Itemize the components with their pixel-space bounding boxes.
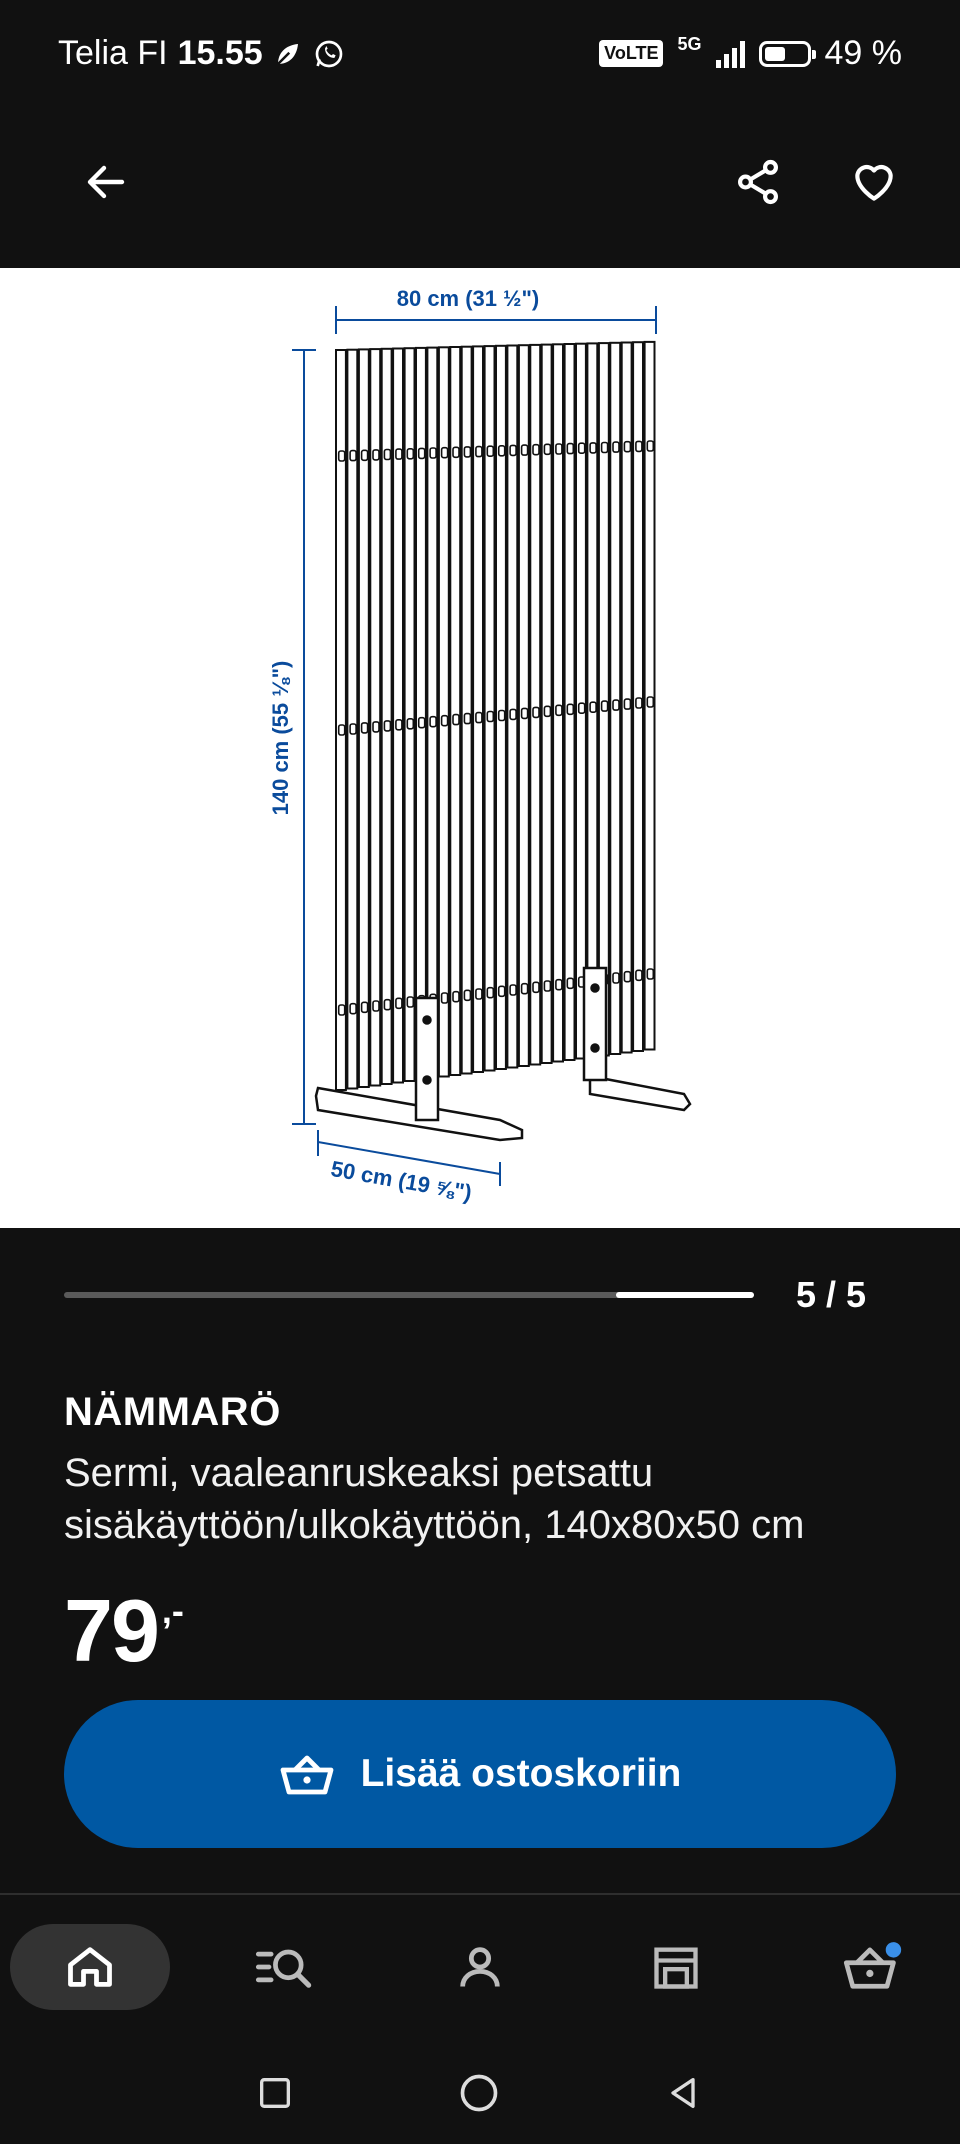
rail-peg	[442, 448, 448, 458]
rail-peg	[556, 705, 562, 715]
add-to-cart-label: Lisää ostoskoriin	[360, 1752, 682, 1795]
rail-peg	[613, 442, 619, 452]
status-bar	[0, 0, 960, 110]
rail-peg	[464, 447, 470, 457]
width-label: 80 cm (31 ½")	[396, 286, 540, 311]
home-button[interactable]	[454, 2068, 504, 2118]
rail-peg	[556, 444, 562, 454]
product-image[interactable]	[0, 268, 960, 1228]
gallery-progress	[64, 1292, 754, 1298]
home-icon	[64, 1941, 116, 1993]
cart-icon	[842, 1941, 902, 1993]
recents-button[interactable]	[250, 2068, 300, 2118]
rail-peg	[430, 448, 436, 458]
gallery-progress-fill	[616, 1292, 754, 1298]
rail-peg	[499, 446, 505, 456]
rail-peg	[350, 1004, 356, 1014]
nav-cart[interactable]	[792, 1924, 952, 2010]
profile-icon	[454, 1941, 506, 1993]
rail-peg	[624, 972, 630, 982]
rail-peg	[579, 443, 585, 453]
rail-peg	[602, 443, 608, 453]
rail-peg	[384, 450, 390, 460]
search-list-icon	[254, 1941, 314, 1993]
signal-icon	[716, 40, 745, 68]
rail-peg	[544, 444, 550, 454]
rail-peg	[339, 1005, 345, 1015]
whatsapp-icon	[313, 38, 345, 70]
network-label: 5G	[677, 34, 702, 54]
square-icon	[255, 2073, 295, 2113]
rail-peg	[510, 985, 516, 995]
volte-badge: VoLTE	[599, 40, 663, 67]
rail-peg	[373, 1001, 379, 1011]
nav-search[interactable]	[204, 1924, 364, 2010]
status-right	[599, 34, 902, 73]
favorite-button[interactable]	[834, 142, 914, 222]
rail-peg	[544, 706, 550, 716]
rail-peg	[453, 715, 459, 725]
rail-peg	[647, 969, 653, 979]
rail-peg	[442, 716, 448, 726]
rail-peg	[384, 721, 390, 731]
rail-peg	[567, 704, 573, 714]
rail-peg	[636, 441, 642, 451]
nav-profile[interactable]	[400, 1924, 560, 2010]
rail-peg	[407, 449, 413, 459]
back-button[interactable]	[66, 142, 146, 222]
rail-peg	[624, 442, 630, 452]
bottom-nav	[0, 1920, 960, 2020]
rail-peg	[613, 700, 619, 710]
rail-peg	[362, 723, 368, 733]
product-name: NÄMMARÖ	[64, 1390, 281, 1434]
rail-peg	[419, 448, 425, 458]
rail-peg	[590, 443, 596, 453]
rail-peg	[647, 697, 653, 707]
battery-percent: 49 %	[824, 34, 902, 72]
rail-peg	[419, 718, 425, 728]
rail-peg	[464, 990, 470, 1000]
rail-peg	[636, 970, 642, 980]
battery-icon	[759, 41, 811, 67]
rail-peg	[373, 450, 379, 460]
circle-icon	[457, 2071, 501, 2115]
rail-peg	[373, 722, 379, 732]
product-info	[64, 1390, 924, 1551]
rail-peg	[579, 703, 585, 713]
rail-peg	[396, 720, 402, 730]
rail-peg	[522, 708, 528, 718]
rail-peg	[476, 713, 482, 723]
gallery-counter: 5 / 5	[796, 1274, 867, 1315]
system-nav	[0, 2050, 960, 2130]
rail-peg	[522, 445, 528, 455]
top-bar	[0, 120, 960, 250]
rail-peg	[544, 981, 550, 991]
rail-peg	[339, 725, 345, 735]
rail-peg	[613, 973, 619, 983]
share-icon	[733, 157, 783, 207]
rail-peg	[647, 441, 653, 451]
screen-drawing	[0, 268, 960, 1228]
rail-peg	[533, 982, 539, 992]
rail-peg	[362, 1002, 368, 1012]
rail-peg	[556, 980, 562, 990]
nav-stores[interactable]	[596, 1924, 756, 2010]
leaf-icon	[273, 39, 303, 69]
product-price	[64, 1580, 184, 1682]
triangle-back-icon	[663, 2073, 703, 2113]
rail-peg	[464, 714, 470, 724]
rail-peg	[384, 1000, 390, 1010]
share-button[interactable]	[718, 142, 798, 222]
arrow-left-icon	[82, 158, 130, 206]
rail-peg	[396, 998, 402, 1008]
rail-peg	[510, 445, 516, 455]
rail-peg	[636, 698, 642, 708]
rail-peg	[442, 993, 448, 1003]
price-suffix: ,-	[161, 1590, 184, 1631]
clock: 15.55	[177, 34, 263, 72]
rail-peg	[407, 997, 413, 1007]
rail-peg	[396, 449, 402, 459]
rail-peg	[567, 978, 573, 988]
rail-peg	[453, 447, 459, 457]
rail-peg	[499, 711, 505, 721]
rail-peg	[476, 447, 482, 457]
rail-peg	[350, 451, 356, 461]
rail-peg	[533, 707, 539, 717]
cart-badge	[886, 1942, 901, 1957]
rail-peg	[624, 699, 630, 709]
rail-peg	[510, 709, 516, 719]
rail-peg	[407, 719, 413, 729]
rail-peg	[602, 701, 608, 711]
heart-icon	[849, 157, 899, 207]
bottom-divider	[0, 1893, 960, 1895]
status-left	[58, 34, 345, 73]
rail-peg	[567, 444, 573, 454]
rail-peg	[339, 451, 345, 461]
rail-peg	[350, 724, 356, 734]
rail-peg	[362, 450, 368, 460]
rail-peg	[522, 984, 528, 994]
product-description: Sermi, vaaleanruskeaksi petsattu sisäkäyttöön/ulkokäyttöön, 140x80x50 cm	[64, 1451, 805, 1547]
height-label: 140 cm (55 ⅛")	[268, 660, 293, 816]
price-value: 79	[64, 1581, 158, 1680]
rail-peg	[533, 445, 539, 455]
rail-peg	[453, 992, 459, 1002]
basket-icon	[279, 1750, 335, 1798]
rail-peg	[487, 988, 493, 998]
depth-label: 50 cm (19 ⅝")	[328, 1155, 474, 1206]
rail-peg	[487, 446, 493, 456]
rail-peg	[590, 702, 596, 712]
rail-peg	[476, 989, 482, 999]
rail-peg	[499, 986, 505, 996]
rail-peg	[487, 712, 493, 722]
nav-home[interactable]	[10, 1924, 170, 2010]
add-to-cart-button[interactable]	[64, 1700, 896, 1848]
system-back-button[interactable]	[658, 2068, 708, 2118]
carrier-label: Telia FI	[58, 34, 168, 72]
store-icon	[648, 1941, 704, 1993]
rail-peg	[430, 717, 436, 727]
